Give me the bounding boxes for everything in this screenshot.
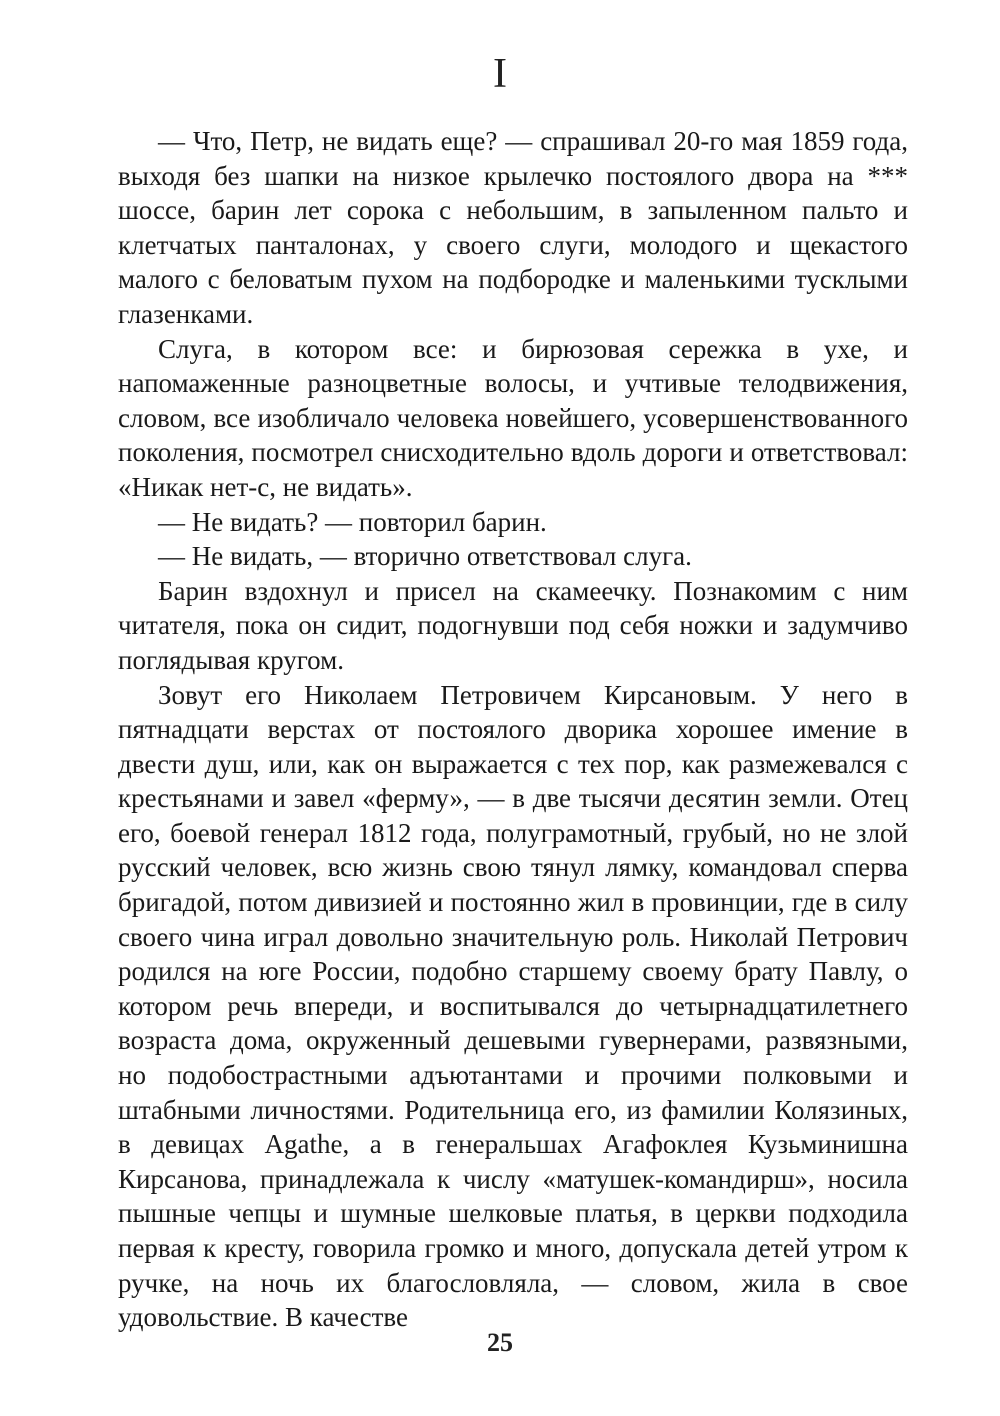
body-text: [118, 124, 908, 1335]
paragraph: Слуга, в котором все: и бирюзовая сережка в ухе, и напомаженные разноцветные волосы, и учтивые телодвижения, словом, все изобличало человека новейшего, усовершенствованного поколения, посмотрел снисходительно вдоль дороги и ответствовал: «Никак нет-с, не видать».: [118, 333, 908, 502]
paragraph: Барин вздохнул и присел на скамеечку. Познакомим с ним читателя, пока он сидит, подогнувши под себя ножки и задумчиво поглядывая кругом.: [118, 575, 908, 675]
paragraph: Зовут его Николаем Петровичем Кирсановым. У него в пятнадцати верстах от постоялого дворика хорошее имение в двести душ, или, как он выражается с тех пор, как размежевался с крестьянами и завел «ферму», — в две тысячи десятин земли. Отец его, боевой генерал 1812 года, полуграмотный, грубый, но не злой русский человек, всю жизнь свою тянул лямку, командовал сперва бригадой, потом дивизией и постоянно жил в провинции, где в силу своего чина играл довольно значительную роль. Николай Петрович родился на юге России, подобно старшему своему брату Павлу, о котором речь впереди, и воспитывался до четырнадцатилетнего возраста дома, окруженный дешевыми гувернерами, развязными, но подобострастными адъютантами и прочими полковыми и штабными личностями. Родительница его, из фамилии Колязиных, в девицах Agathe, а в генеральшах Агафоклея Кузьминишна Кирсанова, принадлежала к числу «матушек-командирш», носила пышные чепцы и шумные шелковые платья, в церкви подходила первая к кресту, говорила громко и много, допускала детей утром к ручке, на ночь их благословляла, — словом, жила в свое удовольствие. В качестве: [118, 679, 908, 1333]
chapter-heading: I: [493, 51, 507, 97]
paragraph: — Не видать, — вторично ответствовал слуга.: [158, 541, 692, 572]
paragraph: — Не видать? — повторил барин.: [158, 506, 547, 537]
paragraph: — Что, Петр, не видать еще? — спрашивал 20-го мая 1859 года, выходя без шапки на низкое крылечко постоялого двора на *** шоссе, барин лет сорока с небольшим, в запыленном пальто и клетчатых панталонах, у своего слуги, молодого и щекастого малого с беловатым пухом на подбородке и маленькими тусклыми глазенками.: [118, 126, 908, 329]
page-number: 25: [487, 1328, 513, 1357]
